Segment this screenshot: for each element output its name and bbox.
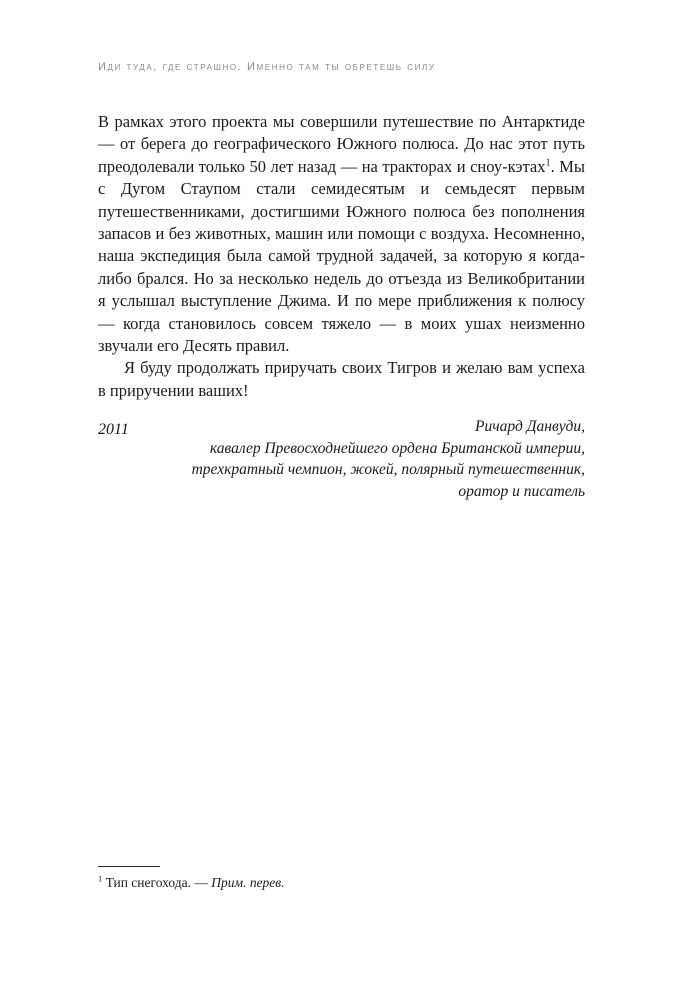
signature-line: оратор и писатель bbox=[458, 482, 585, 500]
paragraph-2: Я буду продолжать приручать своих Тигров и желаю вам успеха в приручении ваших! bbox=[98, 358, 585, 400]
signature-line: Ричард Данвуди, bbox=[475, 418, 585, 436]
footnote-text-regular: Тип снегохода. — bbox=[102, 875, 212, 890]
signature-line: кавалер Превосходнейшего ордена Британской империи, bbox=[209, 439, 585, 457]
running-header: Иди туда, где страшно. Именно там ты обретешь силу bbox=[98, 61, 436, 73]
year: 2011 bbox=[98, 421, 129, 439]
signature-block bbox=[129, 416, 585, 502]
paragraph-1 bbox=[98, 111, 585, 357]
page-body bbox=[98, 111, 585, 502]
paragraph-1-text: В рамках этого проекта мы совершили путешествие по Антарктиде — от берега до географического Южного полюса. До нас этот путь преодолевали только 50 лет назад — на тракторах и сноу-кэтах bbox=[98, 112, 585, 176]
footnote-text-italic: Прим. перев. bbox=[211, 875, 285, 890]
footnote-divider bbox=[98, 866, 160, 867]
paragraph-1-text-continued: . Мы с Дугом Стаупом стали семидесятым и семьдесят первым путешественниками, достигшими Южного полюса без пополнения запасов и без животных, машин или помощи с воздуха. Несомненно, наша экспедиция была самой трудной задачей, за которую я когда-либо брался. Но за несколько недель до отъезда из Великобритании я услышал выступление Джима. И по мере приближения к полюсу — когда становилось совсем тяжело — в моих ушах неизменно звучали его Десять правил. bbox=[98, 156, 585, 356]
footnote-block bbox=[98, 866, 585, 892]
footnote-marker: 1 bbox=[98, 874, 103, 884]
signature-row bbox=[98, 416, 585, 502]
signature-line: трехкратный чемпион, жокей, полярный путешественник, bbox=[191, 461, 585, 479]
footnote-reference: 1 bbox=[545, 157, 551, 169]
footnote-text bbox=[98, 874, 585, 892]
